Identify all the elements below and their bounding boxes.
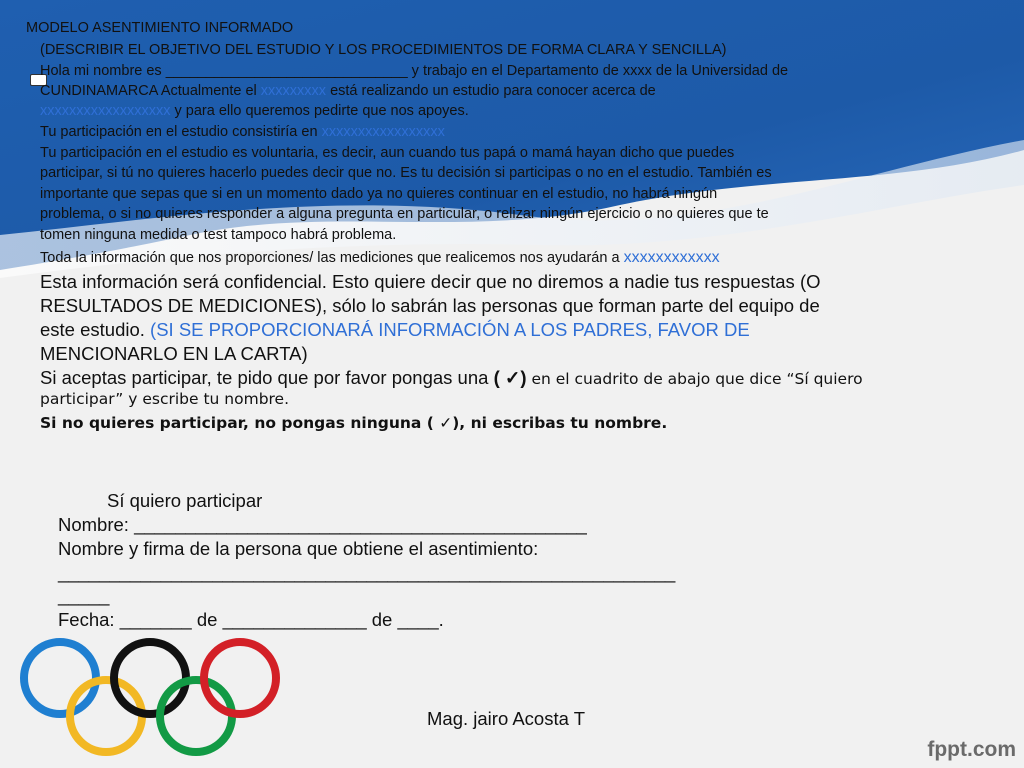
nombre-field: Nombre: ____________________________________________ (58, 514, 587, 535)
fecha-field: Fecha: _______ de ______________ de ____. (58, 609, 444, 630)
voluntary-line-4: problema, o si no quieres responder a alguna pregunta en particular, o relizar ningún ejercicio o no quieres que te (40, 206, 769, 222)
ring-yellow (70, 680, 142, 752)
fppt-watermark: fppt.com (927, 738, 1016, 761)
confidential-line-3 (40, 318, 750, 342)
intro-line-2-c: está realizando un estudio para conocer acerca de (326, 83, 656, 99)
participation-line (40, 122, 445, 142)
ring-green (160, 680, 232, 752)
quiero-participar-label: Sí quiero participar (107, 490, 263, 511)
voluntary-line-5: tomen ninguna medida o test tampoco habrá problema. (40, 227, 397, 243)
olympic-rings-logo (20, 636, 282, 760)
accept-line-2: participar” y escribe tu nombre. (40, 390, 290, 408)
intro-line-3-a: xxxxxxxxxxxxxxxxxx (40, 103, 171, 119)
info-help-a: Toda la información que nos proporciones/ las mediciones que realicemos nos ayudarán a (40, 250, 624, 266)
intro-line-2 (40, 81, 656, 101)
intro-line-3 (40, 101, 469, 121)
ring-red (204, 642, 276, 714)
participation-a: Tu participación en el estudio consistiría en (40, 124, 322, 140)
confidential-line-4: MENCIONARLO EN LA CARTA) (40, 343, 308, 364)
intro-line-1: Hola mi nombre es ______________________________ y trabajo en el Departamento de xxxx de la Universidad de (40, 63, 789, 79)
decline-line: Si no quieres participar, no pongas ninguna ( ✓), ni escribas tu nombre. (40, 414, 668, 432)
describe-note: (DESCRIBIR EL OBJETIVO DEL ESTUDIO Y LOS PROCEDIMIENTOS DE FORMA CLARA Y SENCILLA) (40, 42, 727, 58)
participation-b: xxxxxxxxxxxxxxxxx (321, 124, 445, 140)
confidential-3-a: este estudio. (40, 319, 151, 340)
firma-label: Nombre y firma de la persona que obtiene el asentimiento: (58, 538, 539, 559)
confidential-line-1: Esta información será confidencial. Esto quiere decir que no diremos a nadie tus respuestas (O (40, 271, 821, 292)
voluntary-line-1: Tu participación en el estudio es voluntaria, es decir, aun cuando tus papá o mamá hayan dicho que puedes (40, 145, 735, 161)
accept-1-a: Si aceptas participar, te pido que por favor pongas una (40, 367, 494, 388)
confidential-line-2: RESULTADOS DE MEDICIONES), sólo lo sabrán las personas que forman parte del equipo de (40, 295, 820, 316)
accept-line-1 (40, 366, 863, 391)
voluntary-line-3: importante que sepas que si en un momento dado ya no quieres continuar en el estudio, no habrá ningún (40, 186, 718, 202)
info-help-line (40, 248, 720, 268)
doc-title: MODELO ASENTIMIENTO INFORMADO (26, 20, 294, 36)
intro-line-2-a: CUNDINAMARCA Actualmente el (40, 83, 261, 99)
author: Mag. jairo Acosta T (427, 708, 586, 729)
intro-line-2-b: xxxxxxxxx (260, 83, 327, 99)
ring-blue (24, 642, 96, 714)
accept-1-c: en el cuadrito de abajo que dice “Sí quiero (526, 370, 863, 388)
firma-line-short: _____ (58, 585, 110, 606)
voluntary-line-2: participar, si tú no quieres hacerlo puedes decir que no. Es tu decisión si participas o no en el estudio. También es (40, 165, 772, 181)
info-help-b: xxxxxxxxxxxx (623, 249, 720, 266)
confidential-3-b: (SI SE PROPORCIONARÁ INFORMACIÓN A LOS PADRES, FAVOR DE (150, 319, 750, 340)
firma-line: ____________________________________________________________ (58, 562, 676, 583)
checkmark-icon: ( ✓) (493, 367, 527, 388)
intro-line-3-b: y para ello queremos pedirte que nos apoyes. (170, 103, 469, 119)
ring-black (114, 642, 186, 714)
